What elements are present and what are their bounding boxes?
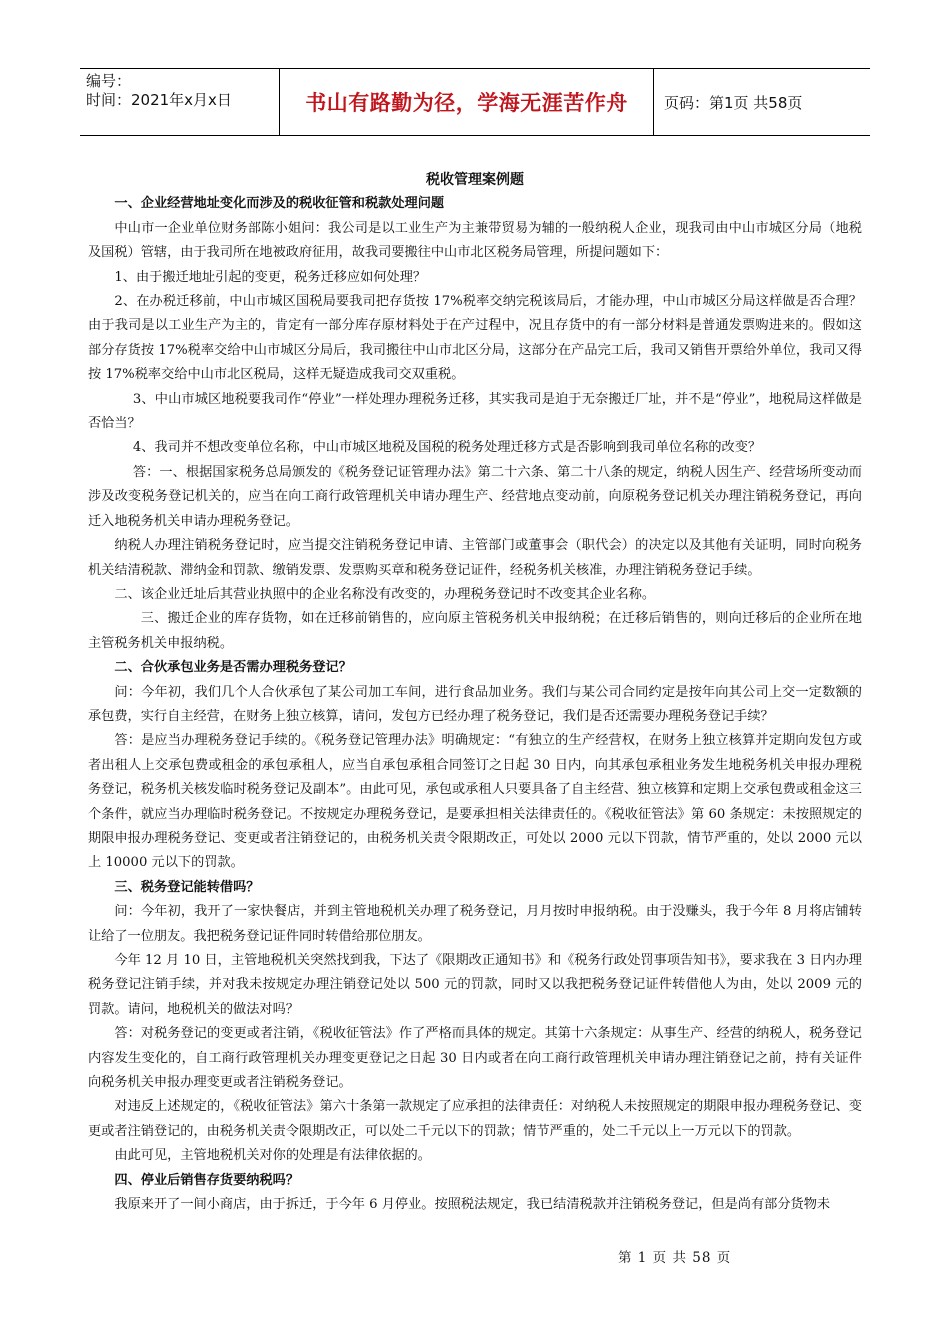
paragraph: 纳税人办理注销税务登记时，应当提交注销税务登记申请、主管部门或董事会（职代会）的决定以及其他有关证明，同时向税务机关结清税款、滞纳金和罚款、缴销发票、发票购买章和税务登记证件，经税务机关核准，办理注销税务登记手续。 [88, 538, 862, 578]
motto-cell [280, 69, 654, 135]
paragraph: 问：今年初，我开了一家快餐店，并到主管地税机关办理了税务登记，月月按时申报纳税。由于没赚头，我于今年 8 月将店铺转让给了一位朋友。我把税务登记证件同时转借给那位朋友。 [88, 904, 862, 944]
section-heading: 一、企业经营地址变化而涉及的税收征管和税款处理问题 [114, 196, 445, 212]
paragraph: 对违反上述规定的，《税收征管法》第六十条第一款规定了应承担的法律责任：对纳税人未按照规定的期限申报办理税务登记、变更或者注销登记的，由税务机关责令限期改正，可以处二千元以下的罚款；情节严重的，处二千元以上一万元以下的罚款。 [88, 1099, 862, 1139]
paragraph: 2、在办税迁移前，中山市城区国税局要我司把存货按 17%税率交纳完税该局后，才能办理，中山市城区分局这样做是否合理？由于我司是以工业生产为主的，肯定有一部分库存原材料处于在产过程中，况且存货中的有一部分材料是普通发票购进来的。假如这部分存货按 17%税率交给中山市城区分局后，我司搬往中山市北区分局，这部分在产品完工后，我司又销售开票给外单位，我司又得按 17%税率交给中山市北区税局，这样无疑造成我司交双重税。 [88, 294, 862, 383]
motto-text: 书山有路勤为径，学海无涯苦作舟 [305, 91, 628, 115]
page-info-text: 页码：第1页 共58页 [664, 93, 803, 112]
paragraph: 由此可见，主管地税机关对你的处理是有法律依据的。 [114, 1148, 431, 1164]
paragraph: 3、中山市城区地税要我司作“停业”一样处理办理税务迁移，其实我司是迫于无奈搬迁厂址，并不是“停业”，地税局这样做是否恰当？ [88, 391, 862, 432]
paragraph: 答：是应当办理税务登记手续的。《税务登记管理办法》明确规定：“有独立的生产经营权，在财务上独立核算并定期向发包方或者出租人上交承包费或租金的承包承租人，应当自承包承租合同签订之日起 30 日内，向其承包承租业务发生地税务机关申报办理税务登记，税务机关核发临时税务登记及副本”。由此可见，承包或承租人只要具备了自主经营、独立核算和定期上交承包费或租金这三个条件，就应当办理临时税务登记。不按规定办理税务登记，是要承担相关法律责任的。《税收征管法》第 60 条规定：未按照规定的期限申报办理税务登记、变更或者注销登记的，由税务机关责令限期改正，可处以 2000 元以下罚款，情节严重的，处以 2000 元以上 10000 元以下的罚款。 [88, 733, 862, 871]
paragraph: 答：一、根据国家税务总局颁发的《税务登记证管理办法》第二十六条、第二十八条的规定，纳税人因生产、经营场所变动而涉及改变税务登记机关的，应当在向工商行政管理机关申请办理生产、经营地点变动前，向原税务登记机关办理注销税务登记，再向迁入地税务机关申请办理税务登记。 [88, 464, 862, 529]
paragraph: 今年 12 月 10 日，主管地税机关突然找到我，下达了《限期改正通知书》和《税务行政处罚事项告知书》，要求我在 3 日内办理税务登记注销手续，并对我未按规定办理注销登记处以 500 元的罚款，同时又以我把税务登记证件转借他人为由，处以 2009 元的罚款。请问，地税机关的做法对吗？ [88, 953, 862, 1017]
header-info-cell [80, 69, 280, 135]
section-heading: 二、合伙承包业务是否需办理税务登记？ [114, 660, 352, 676]
document-number-label: 编号： [86, 72, 132, 90]
page-footer: 第 1 页 共 58 页 [618, 1250, 732, 1266]
paragraph: 二、该企业迁址后其营业执照中的企业名称没有改变的，办理税务登记时不改变其企业名称。 [114, 586, 656, 602]
header-table [80, 68, 870, 136]
page-info-cell [654, 69, 870, 135]
document-date-label: 时间：2021年x月x日 [86, 91, 232, 109]
paragraph: 中山市一企业单位财务部陈小姐问：我公司是以工业生产为主兼带贸易为辅的一般纳税人企业，现我司由中山市城区分局（地税及国税）管辖，由于我司所在地被政府征用，故我司要搬往中山市北区税务局管理，所提问题如下： [88, 220, 862, 261]
section-heading: 四、停业后销售存货要纳税吗？ [114, 1172, 300, 1188]
paragraph: 4、我司并不想改变单位名称，中山市城区地税及国税的税务处理迁移方式是否影响到我司单位名称的改变？ [132, 440, 762, 456]
document-body [88, 168, 862, 1217]
document-title: 税收管理案例题 [426, 172, 524, 188]
paragraph: 问：今年初，我们几个人合伙承包了某公司加工车间，进行食品加业务。我们与某公司合同约定是按年向其公司上交一定数额的承包费，实行自主经营，在财务上独立核算，请问，发包方已经办理了税务登记，我们是否还需要办理税务登记手续？ [88, 684, 862, 724]
paragraph: 我原来开了一间小商店，由于拆迁，于今年 6 月停业。按照税法规定，我已结清税款并注销税务登记，但是尚有部分货物未 [114, 1197, 831, 1213]
paragraph: 答：对税务登记的变更或者注销，《税收征管法》作了严格而具体的规定。其第十六条规定：从事生产、经营的纳税人，税务登记内容发生变化的，自工商行政管理机关办理变更登记之日起 30 日内或者在向工商行政管理机关申请办理注销登记之前，持有关证件向税务机关申报办理变更或者注销税务登记。 [88, 1026, 862, 1091]
section-heading: 三、税务登记能转借吗？ [114, 879, 260, 895]
paragraph: 三、搬迁企业的库存货物，如在迁移前销售的，应向原主管税务机关申报纳税；在迁移后销售的，则向迁移后的企业所在地主管税务机关申报纳税。 [88, 611, 862, 651]
paragraph: 1、由于搬迁地址引起的变更，税务迁移应如何处理？ [114, 269, 427, 285]
